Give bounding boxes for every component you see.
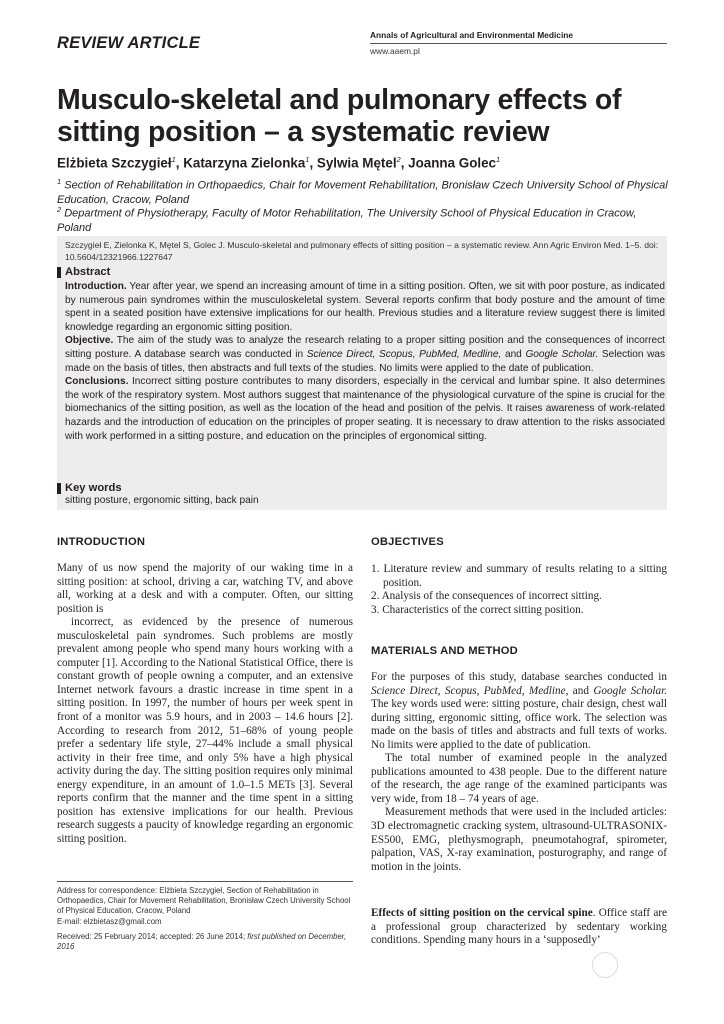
author-affiliation-mark: 1 [171, 155, 176, 164]
header-rule [370, 43, 667, 44]
materials-heading: MATERIALS AND METHOD [371, 645, 518, 657]
received-dates [57, 932, 355, 952]
affiliation-mark: 2 [57, 205, 62, 214]
abstract-conclusions-label: Conclusions. [65, 376, 129, 388]
keywords-heading [57, 482, 122, 494]
correspondence-address: Address for correspondence: Elżbieta Szczygieł, Section of Rehabilitation in Orthopaedics, Chair for Movement Rehabilitation, Bronisław Czech University School of Physical Education, Cracow, Poland [57, 886, 351, 916]
introduction-paragraph: incorrect, as evidenced by the presence of numerous musculoskeletal pain syndromes. Such problems are mostly prevalent among people who spend many hours working with a computer [1]. According to the National Statistical Office, there is constant growth of people owning a computer, and an extensive Internet network favours a drastic increase in time spent in a sitting position. In 1997, the number of hours per week spent in front of a monitor was 5.9 hours, and in 2003 – 14.6 hours [2]. According to research from 2012, 51–68% of young people prefer a sedentary life style, 27–44% include a small physical activity in their free time, and only 5% have a high physical activity during the day. The sitting position requires only minimal energy expenditure, in an amount of 1.0–1.5 METs [3]. Several reports confirm that the manner and the time spent in a sitting position has extensive implications for our health. Previous research suggests a paucity of knowledge regarding an ergonomic sitting position. [57, 616, 353, 845]
received-text: Received: 25 February 2014; accepted: 26 June 2014; [57, 931, 246, 941]
abstract-introduction-label: Introduction. [65, 281, 127, 292]
section-marker [57, 483, 61, 494]
abstract-heading [57, 266, 110, 278]
abstract-and: and [504, 348, 522, 360]
keywords-heading-label: Key words [65, 482, 122, 494]
materials-databases: Science Direct, Scopus, PubMed, Medline [371, 684, 566, 697]
objective-item: 1. Literature review and summary of results relating to a sitting position. [371, 563, 667, 589]
keywords-text: sitting posture, ergonomic sitting, back pain [65, 495, 259, 506]
objective-item: 2. Analysis of the consequences of incorrect sitting. [371, 590, 602, 603]
correspondence-footnote [57, 886, 355, 952]
abstract-objective-label: Objective. [65, 335, 114, 347]
published-text: first published on December, 2016 [57, 931, 347, 952]
watermark-logo [592, 952, 618, 978]
abstract-conclusions-text: Incorrect sitting posture contributes to many disorders, especially in the cervical and lumbar spine. It also determines the work of the respiratory system. Most authors suggest that maintenance of the physiological curvature of the spine is crucial for the biomechanics of the sitting position, as well as the location of the head and position of the pelvis. It raises awareness of work-related hazards and the introduction of education on the principles of proper seating. It is necessary to draw attention to the risks associated with work performed in a sitting posture, and education on the principles of ergonomical sitting. [65, 376, 666, 442]
abstract-objective-text-2: Selection was made on the basis of titles, then abstracts and full texts of the studies. No limits were applied to the date of publication. [65, 348, 666, 374]
abstract-database-list: Science Direct, Scopus, PubMed, Medline, [306, 348, 502, 360]
abstract-introduction [65, 280, 665, 334]
abstract-objective-text: The aim of the study was to analyze the research relating to a proper sitting position and the consequences of incorrect sitting posture. A database search was conducted in [65, 335, 665, 360]
author-affiliation-mark: 1 [495, 155, 501, 164]
materials-body [371, 671, 667, 874]
affiliation-text: Department of Physiotherapy, Faculty of Motor Rehabilitation, The University School of Physical Education in Cracow, Poland [57, 207, 637, 234]
author-affiliation-mark: 2 [396, 155, 401, 164]
journal-name: Annals of Agricultural and Environmental Medicine [370, 30, 574, 40]
abstract-box [57, 236, 667, 510]
cervical-heading: Effects of sitting position on the cervical spine [371, 907, 593, 919]
affiliation-1 [57, 175, 669, 207]
materials-paragraph: The total number of examined people in the analyzed publications amounted to 438 people. Due to the different nature of the research, the age range of the examined participants was very wide, from 18 – 74 years of age. [371, 752, 667, 805]
author-affiliation-mark: 1 [305, 155, 310, 164]
author-list: Elżbieta Szczygieł$^1$, Katarzyna Zielonka$^1$, Sylwia Mętel$^2$, Joanna Golec$^1$ [57, 155, 501, 171]
introduction-body [57, 562, 353, 846]
cervical-text: . Office staff are a professional group characterized by sedentary working conditions. Spending many hours in a ‘supposedly’ [371, 907, 668, 947]
introduction-heading: INTRODUCTION [57, 536, 146, 548]
abstract-heading-label: Abstract [65, 266, 111, 278]
footnote-rule [57, 881, 353, 882]
section-marker [57, 267, 61, 278]
correspondence-email[interactable]: E-mail: elzbietasz@gmail.com [57, 916, 162, 926]
author-name: Joanna Golec [408, 155, 496, 171]
introduction-paragraph: Many of us now spend the majority of our waking time in a sitting position: at school, driving a car, watching TV, and above all, working at a desk and with a computer. Often, our sitting position is [57, 562, 353, 615]
objectives-heading: OBJECTIVES [371, 536, 444, 548]
materials-text: For the purposes of this study, database searches conducted in [371, 671, 667, 683]
materials-text-2: The key words used were: sitting posture, chair design, chest wall during sitting, ergonomic sitting, office work. The selection was made on the basis of titles and abstracts and full texts of works. No limits were applied to the date of publication. [371, 698, 667, 751]
author-name: Katarzyna Zielonka [183, 155, 306, 171]
article-title: Musculo-skeletal and pulmonary effects of sitting position – a systematic review [57, 84, 622, 148]
author-name: Sylwia Mętel [316, 155, 397, 171]
affiliation-2 [57, 203, 669, 235]
cervical-section [371, 907, 667, 948]
article-type-label: REVIEW ARTICLE [57, 34, 201, 52]
materials-paragraph: Measurement methods that were used in the included articles: 3D electromagnetic cracking system, ultrasound-ULTRASONIX-ES500, EMG, plethysmograph, pneumotahograf, spirometer, palpation, VAS, X-ray examination, posturography, and range of motion in the joints. [371, 806, 667, 873]
citation: Szczygieł E, Zielonka K, Mętel S, Golec J. Musculo-skeletal and pulmonary effects of sitting position – a systematic review. Ann Agric Environ Med. 1–5. doi: 10.5604/12321966.1227647 [65, 240, 659, 262]
materials-database-last: Google Scholar. [593, 684, 668, 697]
abstract-body [65, 280, 665, 443]
affiliation-mark: 1 [57, 177, 62, 186]
abstract-conclusions [65, 375, 665, 443]
affiliation-text: Section of Rehabilitation in Orthopaedics, Chair for Movement Rehabilitation, Bronisław Czech University School of Physical Education, Cracow, Poland [57, 179, 668, 206]
objectives-list [371, 563, 667, 617]
abstract-introduction-text: Year after year, we spend an increasing amount of time in a sitting position. Often, we sit with poor posture, as indicated by numerous pain syndromes within the musculoskeletal system. Several reports confirm that body posture and the amount of time spent in a seated position have extensive implications for our health. Previous studies and a literature review suggest there is limited knowledge regarding an ergonomic sitting position. [65, 281, 665, 333]
journal-header [370, 30, 667, 56]
materials-paragraph [371, 671, 667, 752]
cervical-paragraph [371, 907, 667, 948]
abstract-database-last: Google Scholar. [525, 348, 599, 360]
materials-and: , and [565, 684, 589, 697]
abstract-objective [65, 334, 665, 375]
author-name: Elżbieta Szczygieł [57, 155, 172, 171]
objective-item: 3. Characteristics of the correct sitting position. [371, 603, 584, 616]
journal-url[interactable]: www.aaem.pl [370, 46, 420, 56]
